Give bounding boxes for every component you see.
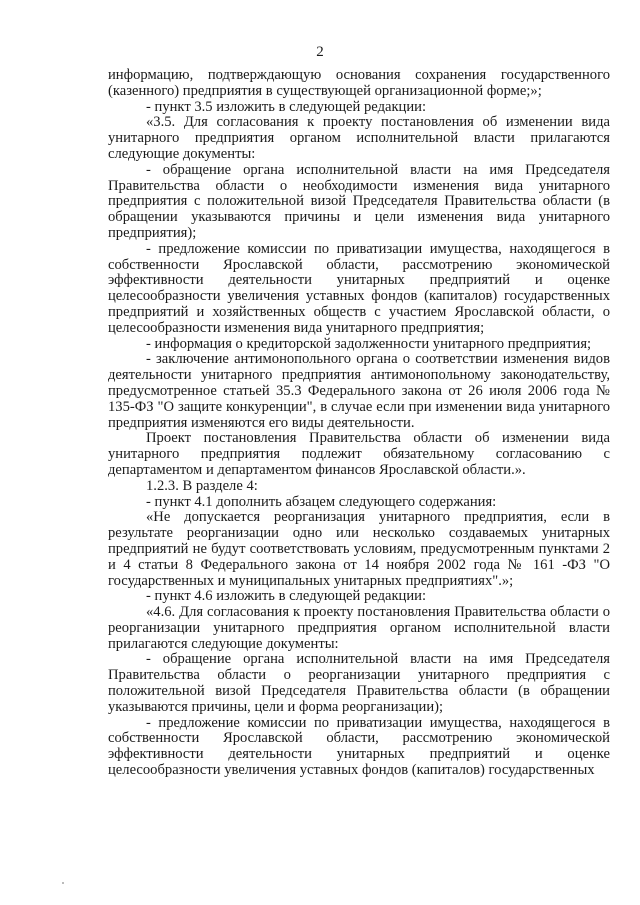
paragraph-section-4-heading: 1.2.3. В разделе 4: xyxy=(146,477,258,494)
document-body xyxy=(108,68,610,779)
paragraph-commission-proposal-2: - предложение комиссии по приватизации имущества, находящегося в собственности Ярославской области, рассмотрению экономической эффективности деятельности унитарных предприятий и оценке целесообразности увеличения уставных фондов (капиталов) государственных xyxy=(108,714,610,779)
paragraph-item-4-6-intro: - пункт 4.6 изложить в следующей редакции: xyxy=(146,588,427,605)
page-number: 2 xyxy=(316,44,324,60)
paragraph-continuation: информацию, подтверждающую основания сохранения государственного (казенного) предприятия в существующей организационной форме;»; xyxy=(108,67,610,99)
paragraph-clause-4-6: «4.6. Для согласования к проекту постановления Правительства области о реорганизации унитарного предприятия органом исполнительной власти прилагаются следующие документы: xyxy=(108,604,610,652)
paragraph-antimonopoly-conclusion: - заключение антимонопольного органа о соответствии изменения видов деятельности унитарного предприятия антимонопольному законодательству, предусмотренное статьей 35.3 Федерального закона от 26 июля 2006 года № 135-ФЗ "О защите конкуренции", в случае если при изменении вида унитарного предприятия изменяются его виды деятельности. xyxy=(108,351,610,431)
paragraph-clause-3-5: «3.5. Для согласования к проекту постановления об изменении вида унитарного предприятия органом исполнительной власти прилагаются следующие документы: xyxy=(108,114,610,162)
paragraph-appeal-reorganization: - обращение органа исполнительной власти на имя Председателя Правительства области о реорганизации унитарного предприятия с положительной визой Председателя Правительства области (в обращении указываются причины, цели и форма реорганизации); xyxy=(108,651,610,715)
scan-speck xyxy=(62,882,64,884)
paragraph-appeal-change-type: - обращение органа исполнительной власти на имя Председателя Правительства области о необходимости изменения вида унитарного предприятия с положительной визой Председателя Правительства области (в обращении указываются причины и цели изменения вида унитарного предприятия); xyxy=(108,161,610,241)
paragraph-reorganization-restriction: «Не допускается реорганизация унитарного предприятия, если в результате реорганизации одно или несколько создаваемых унитарных предприятий не будут соответствовать условиям, предусмотренным пунктами 2 и 4 статьи 8 Федерального закона от 14 ноября 2002 года № 161 -ФЗ "О государственных и муниципальных унитарных предприятиях".»; xyxy=(108,509,610,589)
paragraph-commission-proposal: - предложение комиссии по приватизации имущества, находящегося в собственности Ярославской области, рассмотрению экономической эффективности деятельности унитарных предприятий и оценке целесообразности увеличения уставных фондов (капиталов) государственных предприятий и хозяйственных обществ с участием Ярославской области, о целесообразности изменения вида унитарного предприятия; xyxy=(108,240,610,336)
paragraph-draft-approval: Проект постановления Правительства области об изменении вида унитарного предприятия подлежит обязательному согласованию с департаментом и департаментом финансов Ярославской области.». xyxy=(108,430,610,478)
paragraph-item-4-1-intro: - пункт 4.1 дополнить абзацем следующего содержания: xyxy=(146,493,497,510)
paragraph-creditor-debt: - информация о кредиторской задолженности унитарного предприятия; xyxy=(146,335,592,352)
paragraph-item-3-5-intro: - пункт 3.5 изложить в следующей редакции: xyxy=(146,98,427,115)
